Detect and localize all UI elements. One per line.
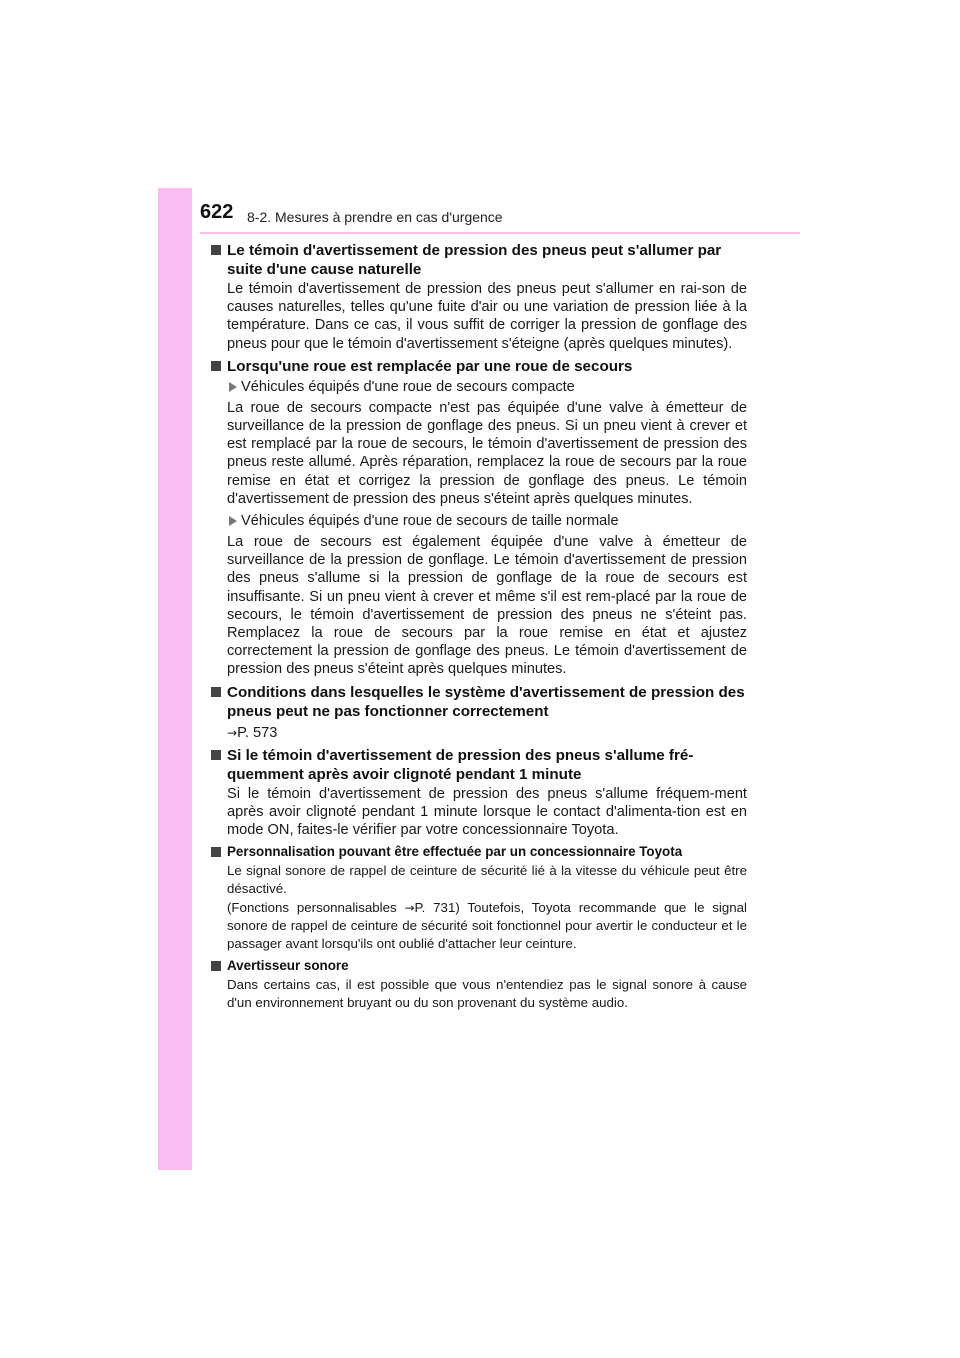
- section-malfunction-conditions: [209, 683, 747, 742]
- square-bullet-icon: [211, 847, 221, 857]
- section-body: Le signal sonore de rappel de ceinture de sécurité lié à la vitesse du véhicule peut être désactivé.: [227, 863, 747, 897]
- section-natural-cause: [209, 241, 747, 353]
- sub-heading-full-size: Véhicules équipés d'une roue de secours de taille normale: [227, 512, 747, 530]
- sub-heading-compact: Véhicules équipés d'une roue de secours compacte: [227, 378, 747, 396]
- side-tab-bar: [158, 188, 192, 1170]
- section-body: Le témoin d'avertissement de pression des pneus peut s'allumer en rai-son de causes naturelles, telles qu'une fuite d'air ou une variation de pression liée à la température. Dans ce cas, il vous suffit de corriger la pression de gonflage des pneus pour que le témoin d'avertissement s'éteigne (après quelques minutes).: [227, 281, 747, 352]
- page-reference: [227, 724, 747, 742]
- section-heading: Conditions dans lesquelles le système d'avertissement de pression des pneus peut ne pas fonctionner correctement: [209, 683, 747, 721]
- section-heading: Lorsqu'une roue est remplacée par une roue de secours: [209, 357, 747, 376]
- section-heading: Le témoin d'avertissement de pression des pneus peut s'allumer par suite d'une cause naturelle: [209, 241, 747, 279]
- section-spare-wheel: [209, 357, 747, 679]
- chapter-title: 8-2. Mesures à prendre en cas d'urgence: [247, 209, 503, 225]
- section-body: Si le témoin d'avertissement de pression des pneus s'allume fréquem-ment après avoir clignoté pendant 1 minute lorsque le contact d'alimenta-tion est en mode ON, faites-le vérifier par votre concessionnaire Toyota.: [227, 785, 747, 839]
- section-heading: Avertisseur sonore: [209, 957, 747, 975]
- section-body: La roue de secours est également équipée d'une valve à émetteur de surveillance de la pression de gonflage. Le témoin d'avertissement de pression des pneus s'allume si la pression de gonflage de la roue de secours est insuffisante. Si un pneu vient à crever et même s'il est rem-placé par la roue de secours, le témoin d'avertissement de pression des pneus ne s'éteint pas. Remplacez la roue de secours par la roue remise en état et ajustez correctement la pression de gonflage des pneus. Le témoin d'avertissement de pression des pneus s'éteint après quelques minutes.: [227, 534, 747, 678]
- reference-link[interactable]: P. 573: [237, 724, 278, 741]
- triangle-bullet-icon: [229, 516, 237, 526]
- square-bullet-icon: [211, 961, 221, 971]
- square-bullet-icon: [211, 687, 221, 697]
- section-customization: [209, 843, 747, 953]
- arrow-icon: →: [404, 901, 415, 916]
- triangle-bullet-icon: [229, 382, 237, 392]
- page-content: [209, 241, 747, 1016]
- square-bullet-icon: [211, 361, 221, 371]
- section-body: Dans certains cas, il est possible que vous n'entendiez pas le signal sonore à cause d'un environnement bruyant ou du son provenant du système audio.: [227, 977, 747, 1011]
- page-header: [200, 201, 800, 237]
- section-heading: Si le témoin d'avertissement de pression des pneus s'allume fré-quemment après avoir clignoté pendant 1 minute: [209, 746, 747, 784]
- section-frequent-warning: [209, 746, 747, 840]
- page-number: 622: [200, 201, 234, 223]
- square-bullet-icon: [211, 245, 221, 255]
- section-buzzer: [209, 957, 747, 1012]
- section-body: (Fonctions personnalisables →P. 731) Toutefois, Toyota recommande que le signal sonore de rappel de ceinture de sécurité soit fonctionnel pour avertir le conducteur et le passager avant lorsqu'ils ont oublié d'attacher leur ceinture.: [227, 900, 747, 952]
- arrow-icon: →: [227, 725, 238, 740]
- section-heading: Personnalisation pouvant être effectuée par un concessionnaire Toyota: [209, 843, 747, 861]
- square-bullet-icon: [211, 750, 221, 760]
- header-rule: [200, 232, 800, 234]
- section-body: La roue de secours compacte n'est pas équipée d'une valve à émetteur de surveillance de la pression de gonflage des pneus. Si un pneu vient à crever et est remplacé par la roue de secours, le témoin d'avertissement de pression des pneus reste allumé. Après réparation, remplacez la roue de secours par la roue remise en état et corrigez la pression de gonflage des pneus. Le témoin d'avertissement de pression des pneus s'éteint après quelques minutes.: [227, 399, 747, 507]
